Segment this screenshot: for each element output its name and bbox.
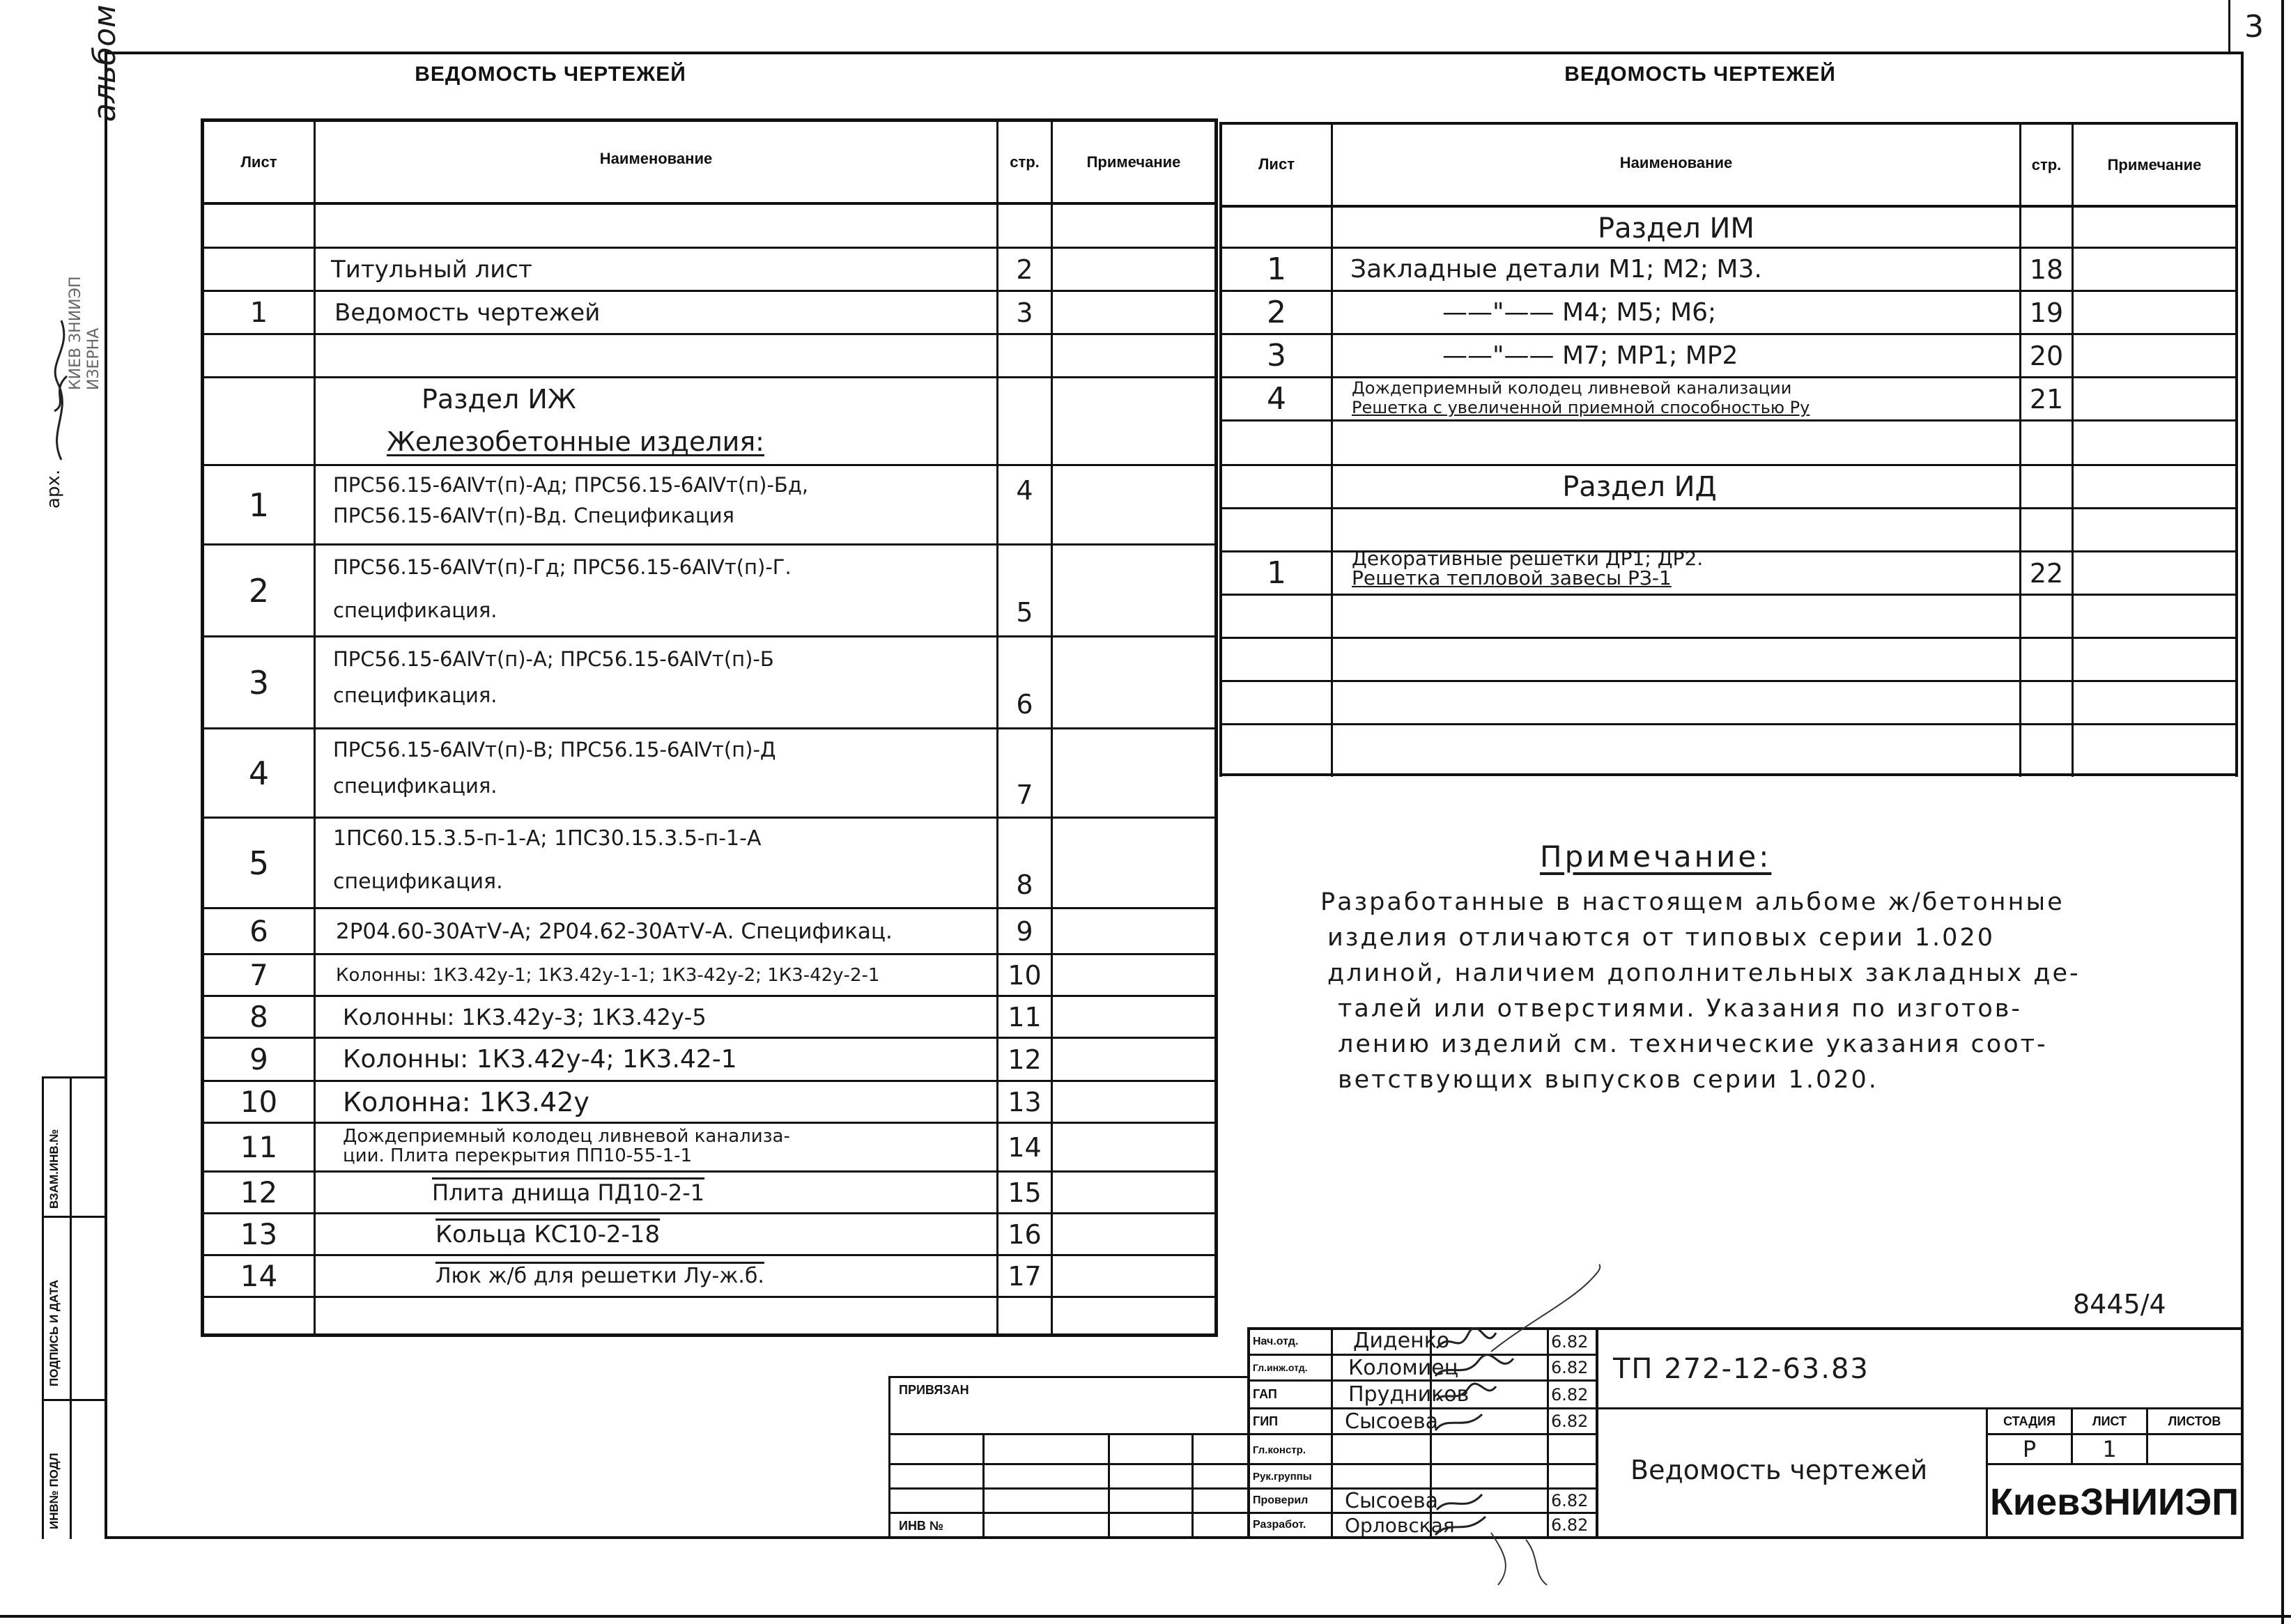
left-row-ps-line1: 1ПС60.15.3.5-п-1-А; 1ПС30.15.3.5-п-1-А <box>333 826 762 851</box>
left-header-name: Наименование <box>599 150 713 167</box>
left-row-7-sheet: 7 <box>249 958 268 992</box>
left-row-8-sheet: 8 <box>249 1000 268 1034</box>
pen-stroke-bottom <box>1484 1526 1568 1588</box>
left-row-prs-4-name <box>333 740 776 796</box>
left-row-prs-2-name <box>333 557 792 620</box>
left-grid-h7 <box>201 543 1218 546</box>
right-row-1-sheet: 1 <box>1267 252 1286 287</box>
left-row-11-name <box>343 1127 790 1166</box>
left-row-ps-page: 8 <box>1016 869 1033 900</box>
page-number: 3 <box>2244 8 2264 45</box>
right-row-id-1-sheet: 1 <box>1267 555 1286 591</box>
strip-label-signature-date: ПОДПИСЬ И ДАТА <box>47 1279 61 1386</box>
left-grid-h5 <box>201 376 1218 378</box>
tb-date-1: 6.82 <box>1551 1358 1589 1377</box>
right-row-id-1-line2: Решетка тепловой завесы РЗ-1 <box>1352 566 1672 589</box>
note-line-6: ветствующих выпусков серии 1.020. <box>1338 1066 1879 1094</box>
tb-name-6: Сысоева <box>1345 1488 1439 1513</box>
tb-bound-top <box>888 1376 1247 1378</box>
left-table-title: ВЕДОМОСТЬ ЧЕРТЕЖЕЙ <box>415 63 686 86</box>
left-row-prs-3-name <box>333 649 774 705</box>
strip-line-left <box>42 1076 44 1539</box>
left-row-8-page: 11 <box>1008 1001 1042 1033</box>
left-header-note: Примечание <box>1086 153 1181 171</box>
right-row-3-page: 20 <box>2029 340 2064 371</box>
left-row-prs-1-sheet: 1 <box>248 486 270 524</box>
tb-name-2: Прудников <box>1348 1382 1470 1407</box>
frame-left <box>105 52 107 1539</box>
right-grid-h6 <box>1219 419 2238 422</box>
tb-stage-value: Р <box>2022 1436 2037 1462</box>
tb-sheets-label: ЛИСТОВ <box>2168 1414 2221 1428</box>
left-row-1-name: Ведомость чертежей <box>334 298 601 327</box>
left-row-prs-1-line2: ПРС56.15-6АⅣт(п)-Вд. Спецификация <box>333 504 735 527</box>
tb-sheet-value: 1 <box>2102 1436 2117 1462</box>
right-header-page: стр. <box>2031 155 2062 173</box>
left-row-prs-3-page: 6 <box>1016 688 1033 720</box>
pen-strokes <box>1484 1261 1623 1359</box>
note-body <box>1320 885 2081 1098</box>
left-row-7-name: Колонны: 1К3.42у-1; 1К3.42у-1-1; 1К3-42у-2; 1К3-42у-2-1 <box>336 964 880 986</box>
section-id-heading: Раздел ИД <box>1562 470 1717 503</box>
left-grid-h16 <box>201 1122 1218 1124</box>
tb-date-0: 6.82 <box>1551 1332 1589 1352</box>
page-border-bottom <box>0 1615 2291 1618</box>
right-header-note: Примечание <box>2107 155 2202 173</box>
tb-role-4: Гл.констр. <box>1253 1444 1306 1456</box>
left-row-10-name: Колонна: 1К3.42у <box>343 1086 589 1118</box>
right-grid-h11 <box>1219 637 2238 639</box>
left-row-7-page: 10 <box>1008 959 1042 991</box>
right-row-4-page: 21 <box>2029 383 2064 415</box>
right-grid-v2 <box>2019 122 2021 777</box>
note-line-5: лению изделий см. технические указания соот- <box>1338 1030 2048 1058</box>
tb-date-2: 6.82 <box>1551 1384 1589 1405</box>
left-row-10-page: 13 <box>1008 1086 1042 1118</box>
right-row-id-1-page: 22 <box>2029 557 2064 589</box>
tb-drawing-name: Ведомость чертежей <box>1630 1455 1928 1485</box>
tb-role-2: ГАП <box>1253 1387 1277 1401</box>
left-grid-h21 <box>201 1333 1218 1337</box>
strip-line-mid <box>70 1076 72 1539</box>
architect-label: арх. <box>43 469 64 509</box>
left-row-prs-4-line1: ПРС56.15-6АⅣт(п)-В; ПРС56.15-6АⅣт(п)-Д <box>333 738 776 761</box>
note-line-3: длиной, наличием дополнительных закладных де- <box>1327 959 2081 987</box>
right-grid-v3 <box>2072 122 2074 777</box>
tb-bound-v1 <box>982 1433 985 1539</box>
left-row-prs-3-line2: спецификация. <box>333 683 497 707</box>
right-row-3-name: ——"—— М7; МР1; МР2 <box>1442 341 1738 370</box>
right-grid-v0 <box>1219 122 1222 777</box>
tb-date-7: 6.82 <box>1551 1515 1589 1535</box>
left-row-prs-2-line2: спецификация. <box>333 598 497 622</box>
strip-sep-1 <box>42 1216 107 1218</box>
right-grid-h3 <box>1219 290 2238 292</box>
section-im-heading: Раздел ИМ <box>1598 212 1754 245</box>
left-header-sheet: Лист <box>240 153 277 171</box>
tb-bound-v3 <box>1191 1433 1194 1539</box>
tb-bound-label: ПРИВЯЗАН <box>899 1383 969 1397</box>
left-row-12-page: 15 <box>1008 1177 1042 1208</box>
left-row-ps-line2: спецификация. <box>333 869 503 894</box>
tb-project-code: ТП 272-12-63.83 <box>1613 1353 1869 1385</box>
left-grid-h10 <box>201 817 1218 819</box>
tb-role-7: Разработ. <box>1253 1519 1306 1531</box>
tb-inv-label: ИНВ № <box>899 1519 944 1533</box>
right-grid-v4 <box>2235 122 2238 777</box>
left-grid-h18 <box>201 1212 1218 1214</box>
left-row-11-line2: ции. Плита перекрытия ПП10-55-1-1 <box>343 1145 693 1166</box>
left-row-13-page: 16 <box>1008 1219 1042 1250</box>
left-row-14-name: Люк ж/б для решетки Лу-ж.б. <box>435 1264 764 1288</box>
left-row-prs-2-line1: ПРС56.15-6АⅣт(п)-Гд; ПРС56.15-6АⅣт(п)-Г. <box>333 555 792 579</box>
left-row-8-name: Колонны: 1К3.42у-3; 1К3.42у-5 <box>343 1003 707 1030</box>
right-grid-h13 <box>1219 723 2238 725</box>
left-row-14-page: 17 <box>1008 1260 1042 1292</box>
right-row-id-1-line1: Декоративные решетки ДР1; ДР2. <box>1352 547 1704 570</box>
left-row-6-sheet: 6 <box>249 914 268 948</box>
note-line-2: изделия отличаются от типовых серии 1.020 <box>1327 924 1995 952</box>
tb-role-3: ГИП <box>1253 1414 1279 1428</box>
tb-signatures <box>1430 1327 1548 1539</box>
strip-stamp-line-2: ИЗЕРНА <box>85 327 102 390</box>
left-row-ps-name <box>333 826 762 894</box>
strip-line-top <box>42 1076 107 1078</box>
left-grid-h4 <box>201 333 1218 335</box>
left-grid-h8 <box>201 635 1218 637</box>
left-row-10-sheet: 10 <box>240 1085 278 1119</box>
reinforced-concrete-heading <box>387 426 764 457</box>
left-row-11-sheet: 11 <box>240 1130 278 1164</box>
right-row-4-name <box>1352 378 1810 417</box>
left-row-9-page: 12 <box>1008 1044 1042 1075</box>
tb-name-3: Сысоева <box>1345 1409 1439 1434</box>
left-row-11-page: 14 <box>1008 1131 1042 1163</box>
tb-role-6: Проверил <box>1253 1494 1309 1506</box>
left-row-prs-3-line1: ПРС56.15-6АⅣт(п)-А; ПРС56.15-6АⅣт(п)-Б <box>333 647 774 671</box>
left-row-prs-1-page: 4 <box>1016 475 1033 506</box>
tb-name-7: Орловская <box>1345 1513 1455 1537</box>
right-row-1-name: Закладные детали М1; М2; М3. <box>1350 255 1762 284</box>
tb-date-3: 6.82 <box>1551 1412 1589 1431</box>
right-row-2-name: ——"—— М4; М5; М6; <box>1442 298 1717 327</box>
note-line-4: талей или отверстиями. Указания по изготов- <box>1338 995 2023 1023</box>
strip-sep-2 <box>42 1399 107 1401</box>
right-row-4-line2: Решетка с увеличенной приемной способностью Ру <box>1352 398 1810 417</box>
left-grid-h6 <box>201 464 1218 466</box>
tb-bound-left <box>888 1376 890 1539</box>
left-row-prs-4-page: 7 <box>1016 780 1033 810</box>
tb-sheet-label: ЛИСТ <box>2092 1414 2127 1428</box>
tb-date-6: 6.82 <box>1551 1491 1589 1510</box>
tb-organization: КиевЗНИИЭП <box>1989 1481 2239 1523</box>
note-line-1: Разработанные в настоящем альбоме ж/бетонные <box>1320 888 2065 916</box>
left-row-prs-2-sheet: 2 <box>248 571 270 610</box>
right-row-1-page: 18 <box>2029 254 2064 285</box>
left-row-11-line1: Дождеприемный колодец ливневой канализа- <box>343 1126 790 1147</box>
left-row-prs-1-line1: ПРС56.15-6АⅣт(п)-Ад; ПРС56.15-6АⅣт(п)-Бд, <box>333 473 809 497</box>
reinforced-concrete-heading-text: Железобетонные изделия: <box>387 426 764 457</box>
frame-right <box>2241 52 2244 1539</box>
right-row-4-sheet: 4 <box>1267 381 1286 417</box>
strip-stamp-line-1: КИЕВ ЗНИИЭП <box>67 276 84 390</box>
right-table-title: ВЕДОМОСТЬ ЧЕРТЕЖЕЙ <box>1564 63 1836 86</box>
left-row-12-sheet: 12 <box>240 1175 278 1209</box>
left-row-title-sheet-name: Титульный лист <box>331 255 532 284</box>
tb-role-5: Рук.группы <box>1253 1470 1312 1483</box>
tb-role-0: Нач.отд. <box>1253 1336 1299 1347</box>
left-row-prs-1-name <box>333 475 808 525</box>
left-row-12-name: Плита днища ПД10-2-1 <box>432 1179 705 1206</box>
left-row-9-sheet: 9 <box>249 1042 268 1076</box>
right-row-2-sheet: 2 <box>1267 295 1286 330</box>
tb-name-1: Коломиец <box>1348 1355 1459 1380</box>
tb-bound-v2 <box>1108 1433 1110 1539</box>
left-grid-h17 <box>201 1170 1218 1173</box>
note-title: Примечание: <box>1540 840 1772 874</box>
left-row-ps-sheet: 5 <box>248 844 270 882</box>
tb-v-date <box>1596 1327 1598 1539</box>
left-row-13-name: Кольца КС10-2-18 <box>435 1220 661 1248</box>
left-row-prs-2-page: 5 <box>1016 596 1033 628</box>
right-header-name: Наименование <box>1619 154 1733 171</box>
strip-label-replaces: ВЗАМ.ИНВ.№ <box>47 1129 61 1209</box>
right-grid-h8 <box>1219 507 2238 509</box>
right-row-3-sheet: 3 <box>1267 338 1286 373</box>
tb-name-0: Диденко <box>1353 1328 1450 1353</box>
right-row-4-line1: Дождеприемный колодец ливневой канализации <box>1352 378 1792 398</box>
left-row-14-sheet: 14 <box>240 1259 278 1293</box>
left-row-9-name: Колонны: 1К3.42у-4; 1К3.42-1 <box>343 1045 737 1074</box>
right-row-id-1-name <box>1352 549 1703 588</box>
left-row-13-sheet: 13 <box>240 1217 278 1251</box>
album-label-text: альбом <box>87 4 123 122</box>
strip-label-original-inv: ИНВ№ ПОДЛ <box>47 1453 61 1529</box>
left-grid-h1 <box>201 202 1218 205</box>
frame-bottom <box>105 1536 2244 1539</box>
right-grid-h10 <box>1219 594 2238 596</box>
right-grid-h12 <box>1219 680 2238 682</box>
order-number: 8445/4 <box>2073 1289 2166 1320</box>
left-row-title-sheet-page: 2 <box>1016 254 1033 285</box>
right-row-2-page: 19 <box>2029 297 2064 328</box>
frame-top <box>105 52 2244 54</box>
page-number-box-left <box>2228 0 2230 52</box>
right-grid-h14 <box>1219 773 2238 776</box>
right-header-sheet: Лист <box>1258 155 1295 173</box>
left-grid-h20 <box>201 1296 1218 1298</box>
left-row-prs-4-line2: спецификация. <box>333 774 497 798</box>
left-row-6-name: 2Р04.60-30АтⅤ-А; 2Р04.62-30АтⅤ-А. Спецификац. <box>336 918 893 944</box>
left-row-6-page: 9 <box>1016 915 1033 947</box>
left-row-1-page: 3 <box>1016 297 1033 328</box>
album-label <box>87 0 123 122</box>
left-grid-h9 <box>201 727 1218 729</box>
left-row-prs-3-sheet: 3 <box>248 663 270 702</box>
tb-stage-label: СТАДИЯ <box>2003 1414 2055 1428</box>
section-izh-heading: Раздел ИЖ <box>422 384 576 415</box>
left-row-prs-4-sheet: 4 <box>248 754 270 792</box>
page-border-right <box>2281 0 2284 1624</box>
left-header-page: стр. <box>1010 153 1040 171</box>
left-row-1-sheet: 1 <box>249 296 268 329</box>
tb-role-1: Гл.инж.отд. <box>1253 1362 1308 1373</box>
